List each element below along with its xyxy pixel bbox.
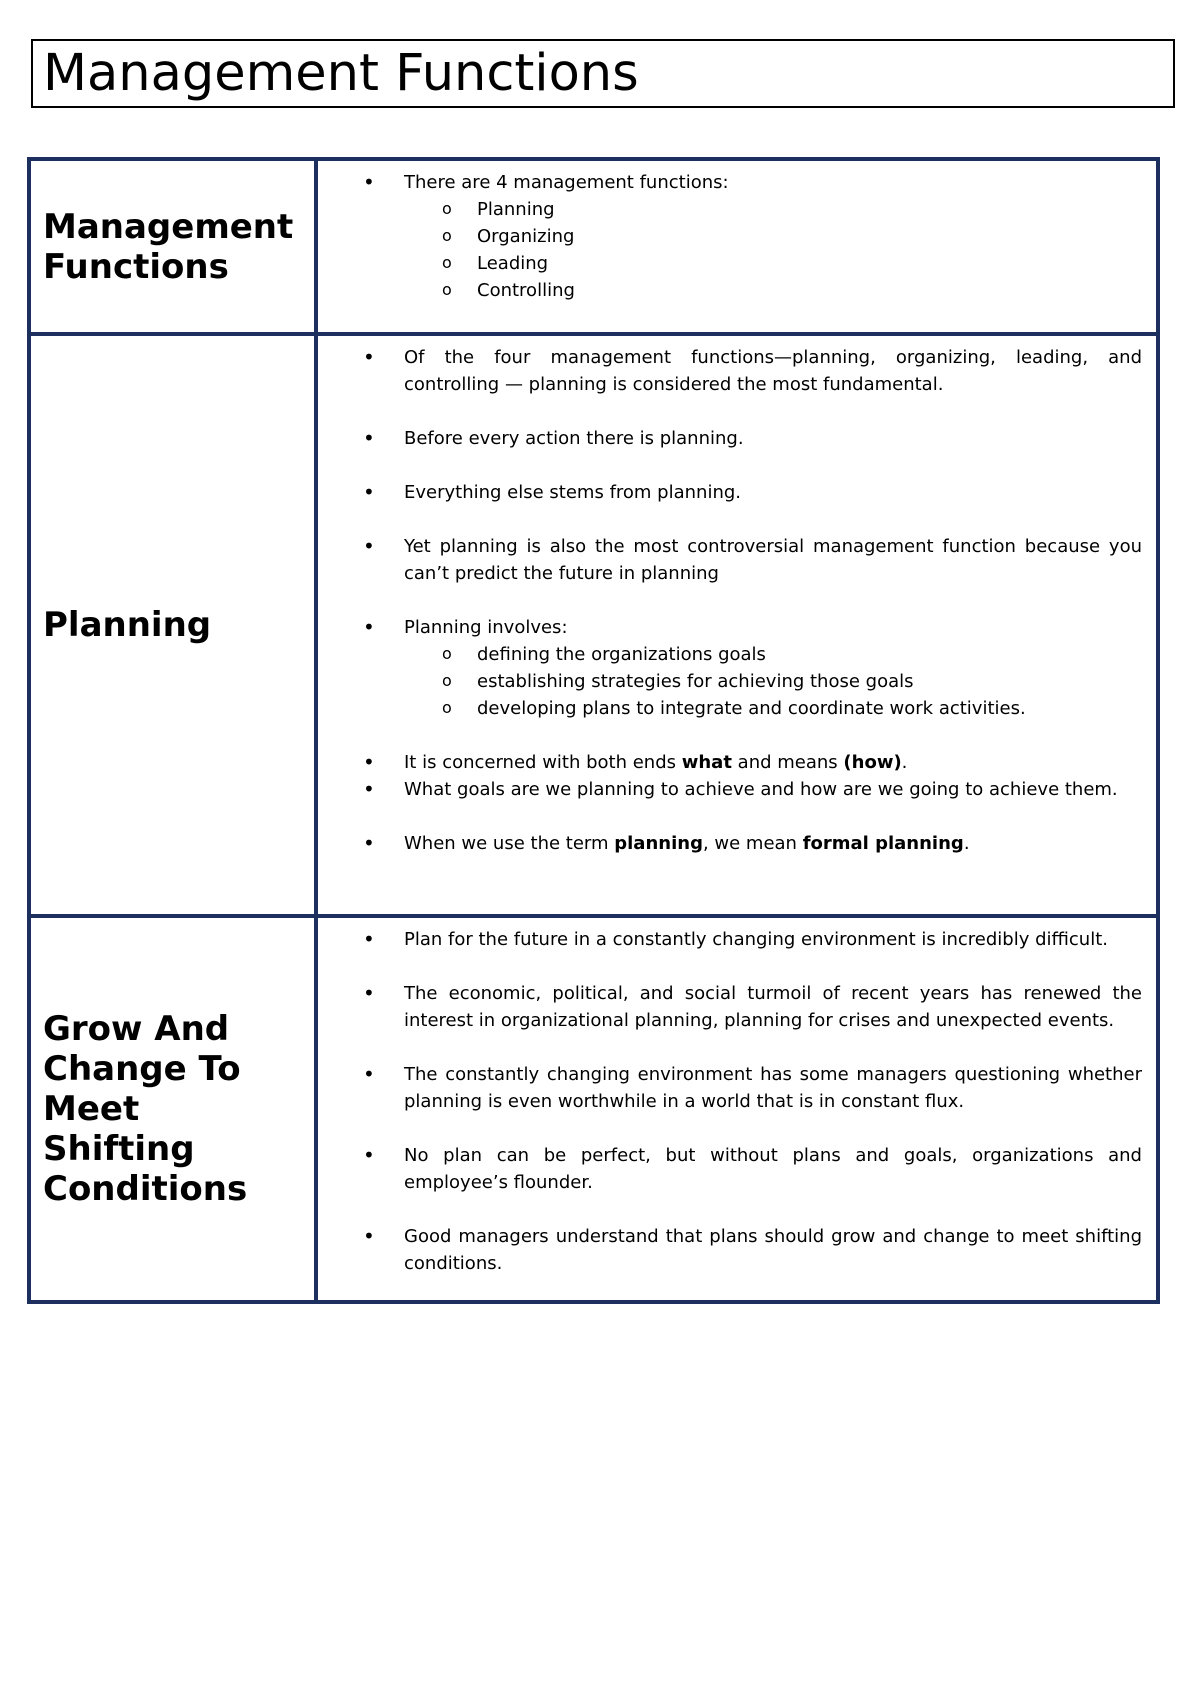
bullet-item: • Before every action there is planning. — [318, 425, 1142, 452]
bullet-item: • Yet planning is also the most controversial management function because you can’t predict the future in planning — [318, 533, 1142, 587]
sub-item: o Planning — [404, 196, 1142, 223]
bullet-list — [318, 344, 1142, 857]
row-label-cell — [29, 159, 316, 334]
bullet-list — [318, 169, 1142, 304]
bullet-item: • Plan for the future in a constantly changing environment is incredibly difficult. — [318, 926, 1142, 953]
bullet-text: . — [963, 833, 970, 854]
row-label-cell — [29, 916, 316, 1302]
heading-line: Management — [43, 206, 294, 247]
bullet-item: • Good managers understand that plans should grow and change to meet shifting conditions. — [318, 1223, 1142, 1277]
row-label-cell — [29, 334, 316, 916]
notes-table — [27, 157, 1160, 1304]
page-title: Management Functions — [43, 44, 639, 103]
bold-term: formal planning — [802, 833, 964, 854]
heading-line: Shifting — [43, 1129, 195, 1169]
heading-line: Meet — [43, 1089, 140, 1129]
bullet-text: Planning involves: — [404, 617, 568, 638]
bold-term: (how) — [843, 752, 902, 773]
sub-item: o Organizing — [404, 223, 1142, 250]
table-row — [29, 159, 1158, 334]
row-content-cell — [316, 334, 1158, 916]
row-heading — [31, 207, 314, 287]
bullet-item: • Of the four management functions—planning, organizing, leading, and controlling — planning is considered the most fundamental. — [318, 344, 1142, 398]
table-row — [29, 334, 1158, 916]
sub-item: o Leading — [404, 250, 1142, 277]
bullet-item: • No plan can be perfect, but without plans and goals, organizations and employee’s flounder. — [318, 1142, 1142, 1196]
row-content-cell — [316, 159, 1158, 334]
sub-item: o establishing strategies for achieving those goals — [404, 668, 1142, 695]
row-heading — [31, 1009, 314, 1209]
bullet-item — [318, 749, 1142, 776]
bullet-text: and means — [731, 752, 844, 773]
heading-line: Change To — [43, 1049, 241, 1089]
bold-term: planning — [614, 833, 703, 854]
bullet-item: • The economic, political, and social turmoil of recent years has renewed the interest in organizational planning, planning for crises and unexpected events. — [318, 980, 1142, 1034]
sub-item: o Controlling — [404, 277, 1142, 304]
sub-list — [404, 641, 1142, 722]
row-heading: Planning — [43, 605, 212, 645]
bullet-item — [318, 614, 1142, 722]
bullet-list — [318, 926, 1142, 1277]
sub-list — [404, 196, 1142, 304]
heading-line: Functions — [43, 246, 229, 287]
table-row — [29, 916, 1158, 1302]
bullet-text: . — [901, 752, 908, 773]
heading-line: Grow And — [43, 1009, 230, 1049]
bold-term: what — [681, 752, 732, 773]
bullet-item: • The constantly changing environment has some managers questioning whether planning is even worthwhile in a world that is in constant flux. — [318, 1061, 1142, 1115]
sub-item: o defining the organizations goals — [404, 641, 1142, 668]
heading-line: Conditions — [43, 1169, 248, 1209]
bullet-text: It is concerned with both ends — [404, 752, 682, 773]
bullet-text: , we mean — [702, 833, 803, 854]
bullet-item — [318, 169, 1142, 304]
sub-item: o developing plans to integrate and coordinate work activities. — [404, 695, 1142, 722]
bullet-item — [318, 830, 1142, 857]
bullet-text: When we use the term — [404, 833, 615, 854]
bullet-item: • Everything else stems from planning. — [318, 479, 1142, 506]
row-content-cell — [316, 916, 1158, 1302]
bullet-text: There are 4 management functions: — [404, 172, 729, 193]
bullet-item: • What goals are we planning to achieve and how are we going to achieve them. — [318, 776, 1142, 803]
title-box — [31, 39, 1175, 108]
